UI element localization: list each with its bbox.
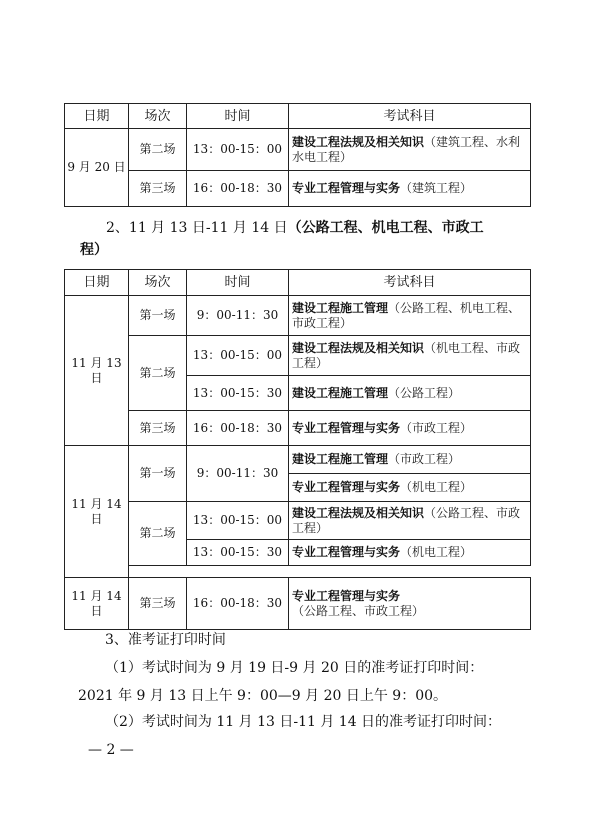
time-cell: 16：00-18：30 [187, 171, 289, 207]
session-cell: 第二场 [129, 502, 187, 566]
session-cell: 第三场 [129, 578, 187, 630]
time-cell: 13：00-15：30 [187, 540, 289, 566]
subject-cell: 建设工程法规及相关知识（建筑工程、水利水电工程） [289, 129, 531, 171]
time-cell: 13：00-15：00 [187, 502, 289, 540]
session-cell: 第三场 [129, 411, 187, 446]
subject-cell: 专业工程管理与实务（机电工程） [289, 540, 531, 566]
time-cell: 13：00-15：00 [187, 129, 289, 171]
header-time: 时间 [187, 104, 289, 129]
session-cell: 第一场 [129, 446, 187, 502]
print-time-para-1: （1）考试时间为 9 月 19 日-9 月 20 日的准考证打印时间： [105, 660, 484, 676]
section-2-heading: 2、11 月 13 日-11 月 14 日（公路工程、机电工程、市政工 程） [80, 220, 484, 258]
time-cell: 9：00-11：30 [187, 296, 289, 336]
session-cell: 第二场 [129, 336, 187, 411]
time-cell: 16：00-18：30 [187, 578, 289, 630]
time-cell: 13：00-15：30 [187, 376, 289, 411]
subject-cell: 建设工程施工管理（公路工程） [289, 376, 531, 411]
print-time-para-1-cont: 2021 年 9 月 13 日上午 9：00—9 月 20 日上午 9：00。 [78, 688, 448, 704]
exam-table-sept [64, 103, 531, 207]
date-cell: 11 月 13 日 [65, 296, 129, 446]
header-date: 日期 [65, 104, 129, 129]
print-time-para-2: （2）考试时间为 11 月 13 日-11 月 14 日的准考证打印时间： [105, 714, 502, 730]
session-cell: 第三场 [129, 171, 187, 207]
subject-cell: 专业工程管理与实务（建筑工程） [289, 171, 531, 207]
time-cell: 9：00-11：30 [187, 446, 289, 502]
subject-cell: 建设工程施工管理（市政工程） [289, 446, 531, 474]
session-cell: 第二场 [129, 129, 187, 171]
date-cell: 11 月 14 日 [65, 578, 129, 630]
date-cell: 11 月 14 日 [65, 446, 129, 578]
subject-cell: 专业工程管理与实务（公路工程、市政工程） [289, 578, 531, 630]
time-cell: 16：00-18：30 [187, 411, 289, 446]
header-subject: 考试科目 [289, 270, 531, 296]
section-3-title: 3、准考证打印时间 [105, 632, 226, 648]
spacer-cell [129, 566, 531, 578]
header-date: 日期 [65, 270, 129, 296]
header-time: 时间 [187, 270, 289, 296]
header-session: 场次 [129, 270, 187, 296]
subject-cell: 建设工程法规及相关知识（公路工程、市政工程） [289, 502, 531, 540]
session-cell: 第一场 [129, 296, 187, 336]
header-session: 场次 [129, 104, 187, 129]
date-cell: 9 月 20 日 [65, 129, 129, 207]
header-subject: 考试科目 [289, 104, 531, 129]
subject-cell: 专业工程管理与实务（机电工程） [289, 474, 531, 502]
subject-cell: 建设工程施工管理（公路工程、机电工程、市政工程） [289, 296, 531, 336]
subject-cell: 建设工程法规及相关知识（机电工程、市政工程） [289, 336, 531, 376]
page-number: — 2 — [88, 742, 134, 758]
subject-cell: 专业工程管理与实务（市政工程） [289, 411, 531, 446]
exam-table-nov [64, 269, 531, 630]
time-cell: 13：00-15：00 [187, 336, 289, 376]
